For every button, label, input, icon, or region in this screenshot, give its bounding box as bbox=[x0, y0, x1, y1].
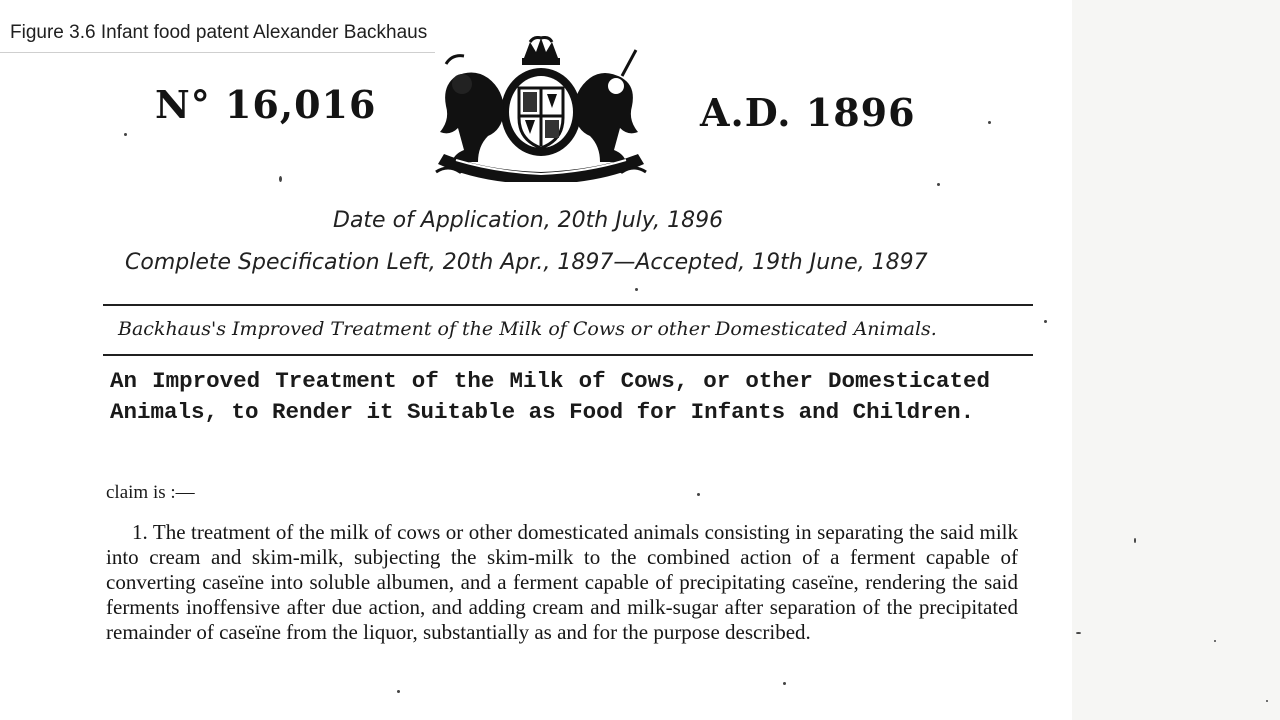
scan-speck bbox=[1076, 632, 1081, 634]
claim-label: claim is :— bbox=[106, 482, 195, 503]
scan-speck bbox=[697, 493, 700, 496]
bottom-rule bbox=[103, 354, 1033, 356]
scan-speck bbox=[124, 133, 127, 136]
specification-dates: Complete Specification Left, 20th Apr., 1897—Accepted, 19th June, 1897 bbox=[125, 250, 928, 275]
scan-speck bbox=[783, 682, 786, 685]
claim-text: 1. The treatment of the milk of cows or other domesticated animals consisting in separating the said milk into cream and skim-milk, subjecting the skim-milk to the combined action of a ferment capable of converting caseïne into soluble albumen, and a ferment capable of precipitating caseïne, rendering the said ferments inoffensive after due action, and adding cream and milk-sugar after separation of the precipitated remainder of caseïne from the liquor, substantially as and for the purpose described. bbox=[106, 520, 1018, 644]
application-date: Date of Application, 20th July, 1896 bbox=[333, 208, 724, 233]
scan-margin bbox=[1072, 0, 1280, 720]
top-rule bbox=[103, 304, 1033, 306]
figure-caption: Figure 3.6 Infant food patent Alexander Backhaus bbox=[0, 14, 435, 53]
scan-speck bbox=[937, 183, 940, 186]
scan-speck bbox=[1134, 538, 1136, 543]
scan-speck bbox=[1266, 700, 1268, 702]
scan-speck bbox=[279, 176, 282, 182]
patent-year: A.D. 1896 bbox=[700, 90, 916, 135]
patent-number: N° 16,016 bbox=[155, 82, 377, 127]
scan-speck bbox=[397, 690, 400, 693]
royal-coat-of-arms-icon bbox=[426, 36, 656, 182]
scan-speck bbox=[1214, 640, 1216, 642]
full-title: An Improved Treatment of the Milk of Cows, or other Domesticated Animals, to Render it Suitable as Food for Infants and Children. bbox=[110, 368, 990, 425]
scan-speck bbox=[988, 121, 991, 124]
scan-speck bbox=[635, 288, 638, 291]
short-title: Backhaus's Improved Treatment of the Milk of Cows or other Domesticated Animals. bbox=[118, 318, 937, 340]
scan-speck bbox=[1044, 320, 1047, 323]
